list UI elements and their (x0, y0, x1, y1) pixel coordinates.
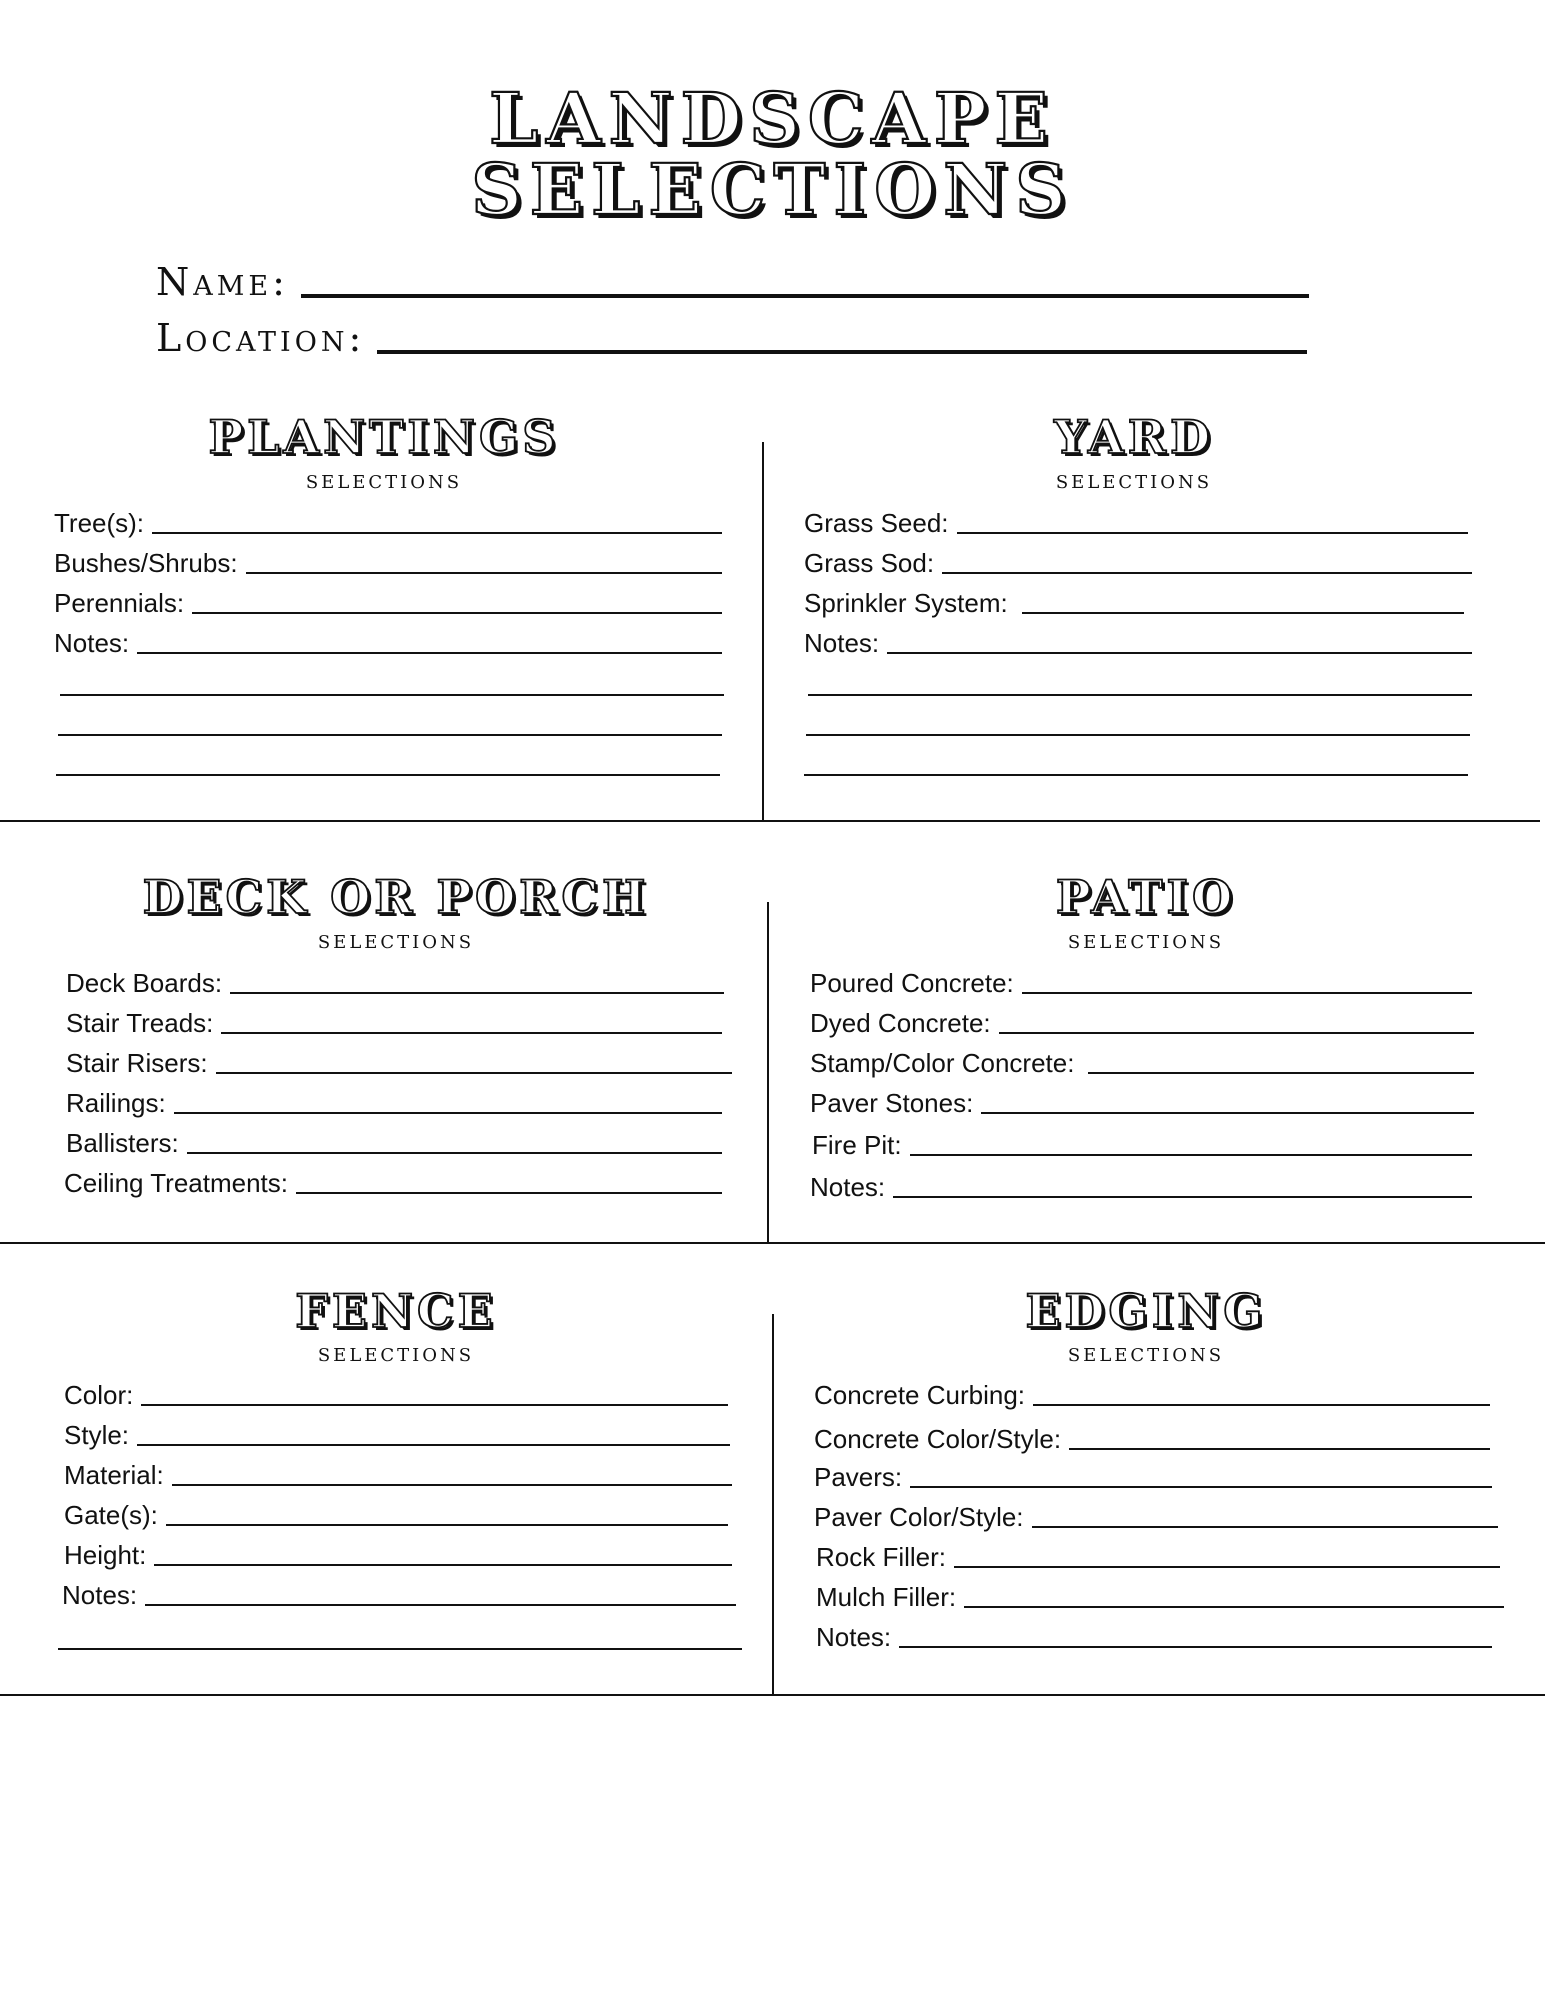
patio-field-paver-stones[interactable] (810, 1084, 1474, 1118)
field-label: Rock Filler: (816, 1542, 947, 1572)
edging-title: EDGING (1025, 1284, 1267, 1338)
patio-subtitle: SELECTIONS (1067, 932, 1225, 953)
column-divider (762, 442, 764, 820)
deck-field-stair-treads[interactable] (66, 1004, 722, 1038)
field-label: Pavers: (814, 1462, 903, 1492)
edging-field-paver-color-style[interactable] (814, 1498, 1498, 1532)
deck-field-ceiling[interactable] (64, 1164, 722, 1198)
field-label: Color: (64, 1380, 134, 1410)
field-label: Stair Treads: (66, 1008, 214, 1038)
deck-title: DECK OR PORCH (142, 870, 650, 924)
edging-field-mulch-filler[interactable] (816, 1578, 1504, 1612)
field-label: Concrete Color/Style: (814, 1424, 1062, 1454)
deck-subtitle: SELECTIONS (317, 932, 475, 953)
field-label: Gate(s): (64, 1500, 158, 1530)
plantings-notes-line[interactable] (58, 734, 722, 736)
field-label: Railings: (66, 1088, 166, 1118)
plantings-field-bushes[interactable] (54, 544, 722, 578)
field-label: Bushes/Shrubs: (54, 548, 238, 578)
fence-field-notes[interactable] (62, 1576, 736, 1610)
section-divider (0, 1242, 1545, 1244)
field-label: Deck Boards: (66, 968, 223, 998)
field-label: Sprinkler System: (804, 588, 1008, 618)
plantings-notes-line[interactable] (56, 774, 720, 776)
field-label: Notes: (810, 1172, 886, 1202)
field-label: Tree(s): (54, 508, 145, 538)
page-title-line-1: LANDSCAPE (489, 77, 1056, 160)
field-label: Paver Color/Style: (814, 1502, 1024, 1532)
edging-field-rock-filler[interactable] (816, 1538, 1500, 1572)
column-divider (772, 1314, 774, 1694)
patio-field-dyed-concrete[interactable] (810, 1004, 1474, 1038)
yard-title: YARD (1054, 410, 1214, 464)
plantings-field-perennials[interactable] (54, 584, 722, 618)
field-label: Perennials: (54, 588, 185, 618)
edging-subtitle: SELECTIONS (1067, 1345, 1225, 1366)
yard-notes-line[interactable] (808, 694, 1472, 696)
plantings-subtitle: SELECTIONS (305, 472, 463, 493)
field-label: Fire Pit: (812, 1130, 902, 1160)
patio-field-fire-pit[interactable] (812, 1126, 1472, 1160)
fence-subtitle: SELECTIONS (317, 1345, 475, 1366)
field-label: Ceiling Treatments: (64, 1168, 288, 1198)
field-label: Notes: (54, 628, 130, 658)
yard-field-grass-seed[interactable] (804, 504, 1468, 538)
location-input-line[interactable] (377, 350, 1307, 354)
patio-title: PATIO (1055, 870, 1237, 924)
field-label: Mulch Filler: (816, 1582, 957, 1612)
patio-field-stamp-color[interactable] (810, 1044, 1474, 1078)
plantings-title: PLANTINGS (208, 410, 560, 464)
location-field[interactable] (156, 318, 1307, 358)
edging-field-concrete-curbing[interactable] (814, 1376, 1490, 1410)
yard-field-grass-sod[interactable] (804, 544, 1472, 578)
deck-field-boards[interactable] (66, 964, 724, 998)
field-label: Dyed Concrete: (810, 1008, 991, 1038)
field-label: Notes: (816, 1622, 892, 1652)
deck-field-ballisters[interactable] (66, 1124, 722, 1158)
deck-field-stair-risers[interactable] (66, 1044, 732, 1078)
name-label: Name: (156, 260, 289, 304)
deck-field-railings[interactable] (66, 1084, 722, 1118)
plantings-field-notes[interactable] (54, 624, 722, 658)
field-label: Notes: (62, 1580, 138, 1610)
field-label: Grass Seed: (804, 508, 949, 538)
yard-notes-line[interactable] (804, 774, 1468, 776)
name-input-line[interactable] (301, 294, 1309, 298)
yard-field-notes[interactable] (804, 624, 1472, 658)
edging-field-notes[interactable] (816, 1618, 1492, 1652)
field-label: Stamp/Color Concrete: (810, 1048, 1075, 1078)
yard-subtitle: SELECTIONS (1055, 472, 1213, 493)
column-divider (767, 902, 769, 1242)
section-divider (0, 820, 1540, 822)
field-label: Grass Sod: (804, 548, 935, 578)
name-field[interactable] (156, 262, 1309, 302)
fence-field-height[interactable] (64, 1536, 732, 1570)
plantings-notes-line[interactable] (60, 694, 724, 696)
fence-field-material[interactable] (64, 1456, 732, 1490)
patio-field-notes[interactable] (810, 1168, 1472, 1202)
section-divider (0, 1694, 1545, 1696)
field-label: Height: (64, 1540, 147, 1570)
fence-field-gates[interactable] (64, 1496, 728, 1530)
fence-title: FENCE (295, 1284, 497, 1338)
field-label: Paver Stones: (810, 1088, 974, 1118)
field-label: Notes: (804, 628, 880, 658)
field-label: Poured Concrete: (810, 968, 1014, 998)
yard-field-sprinkler[interactable] (804, 584, 1464, 618)
field-label: Material: (64, 1460, 164, 1490)
location-label: Location: (156, 316, 366, 360)
edging-field-concrete-color-style[interactable] (814, 1420, 1490, 1454)
yard-notes-line[interactable] (806, 734, 1470, 736)
edging-field-pavers[interactable] (814, 1458, 1492, 1492)
field-label: Style: (64, 1420, 130, 1450)
fence-field-color[interactable] (64, 1376, 728, 1410)
fence-notes-line[interactable] (58, 1648, 742, 1650)
field-label: Ballisters: (66, 1128, 179, 1158)
fence-field-style[interactable] (64, 1416, 730, 1450)
field-label: Concrete Curbing: (814, 1380, 1025, 1410)
patio-field-poured-concrete[interactable] (810, 964, 1472, 998)
page-title-line-2: SELECTIONS (471, 148, 1074, 231)
field-label: Stair Risers: (66, 1048, 208, 1078)
plantings-field-trees[interactable] (54, 504, 722, 538)
